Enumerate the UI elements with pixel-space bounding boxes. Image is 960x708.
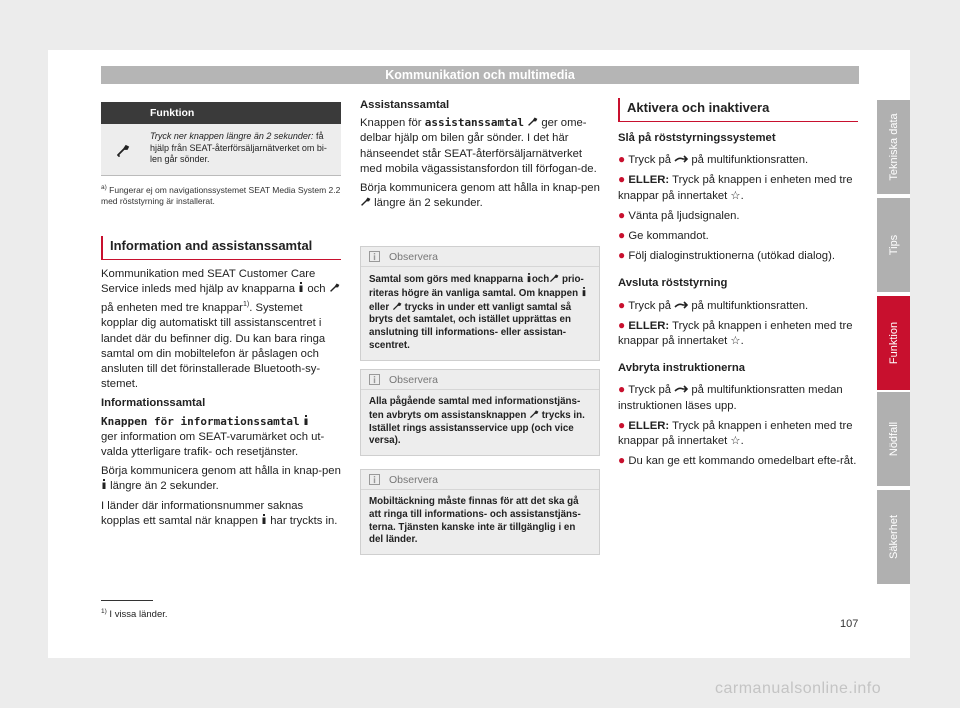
wrench-icon bbox=[529, 409, 539, 419]
wrench-icon bbox=[392, 301, 402, 311]
star-icon: ☆ bbox=[730, 335, 741, 348]
voice-control-icon bbox=[674, 384, 688, 394]
voice-control-icon bbox=[674, 300, 688, 310]
list-item: ● Du kan ge ett kommando omedelbart efte-råt. bbox=[618, 453, 857, 468]
subheading: Informationssamtal bbox=[101, 397, 206, 410]
wrench-icon bbox=[329, 282, 340, 293]
function-table bbox=[101, 102, 341, 176]
note-box: Observera Alla pågående samtal med informationstjäns-ten avbryts om assistansknappen trycks in. Istället rings assistansservice upp (och vice versa). bbox=[360, 369, 600, 456]
table-header-row bbox=[101, 102, 341, 124]
subheading: Avbryta instruktionerna bbox=[618, 362, 746, 375]
list-item: ● Ge kommandot. bbox=[618, 228, 709, 243]
list-item: ● Tryck på på multifunktionsratten. bbox=[618, 152, 809, 167]
wrench-icon bbox=[549, 273, 559, 283]
info-icon bbox=[581, 287, 587, 297]
section-assistance-body bbox=[360, 98, 600, 215]
table-footnote: $^{a)}$ Fungerar ej om navigationssystemet SEAT Media System 2.2 med röststyrning är installerat. bbox=[101, 184, 341, 206]
chapter-header: Kommunikation och multimedia bbox=[101, 66, 859, 84]
star-icon: ☆ bbox=[730, 435, 741, 448]
paragraph: Börja kommunicera genom att hålla in knap-pen längre än 2 sekunder. bbox=[360, 182, 600, 210]
note-box: Observera Mobiltäckning måste finnas för att det ska gå att ringa till informations- och assistanstjäns-terna. Tjänsten kanske inte är tillgänglig i en del länder. bbox=[360, 469, 600, 555]
paragraph: Knappen för informationssamtal bbox=[101, 414, 341, 430]
wrench-icon bbox=[116, 143, 130, 157]
star-icon: ☆ bbox=[730, 189, 741, 202]
wrench-icon bbox=[360, 196, 371, 207]
section-title-activate: Aktivera och inaktivera bbox=[618, 98, 858, 122]
tab-sakerhet[interactable]: Säkerhet bbox=[877, 490, 910, 584]
list-item: ● Tryck på på multifunktionsratten medan instruktionen läses upp. bbox=[618, 382, 843, 412]
info-box-icon bbox=[369, 251, 380, 262]
section-activate-body bbox=[618, 131, 858, 473]
info-box-icon bbox=[369, 374, 380, 385]
info-box-icon bbox=[369, 474, 380, 485]
wrench-icon bbox=[527, 116, 538, 127]
footnote-divider bbox=[101, 600, 153, 601]
page-number: 107 bbox=[840, 618, 859, 630]
paragraph: ger information om SEAT-varumärket och ut-valda ytterligare trafik- och resetjänster. bbox=[101, 430, 325, 458]
table-row bbox=[101, 124, 341, 176]
paragraph: Kommunikation med SEAT Customer Care Service inleds med hjälp av knapparna och på enheten med tre knappar$^{1)}$. Systemet kopplar dig automatiskt till assistanscentret i landet där du befinner dig. Du kan bara ringa samtal om din mobiltelefon är påslagen och ansluten till det förinstallerade Bluetooth-sy-stemet. bbox=[101, 267, 341, 392]
watermark: carmanualsonline.info bbox=[715, 680, 882, 697]
table-header-funktion: Funktion bbox=[150, 107, 195, 119]
subheading: Slå på röststyrningssystemet bbox=[618, 132, 776, 144]
table-cell-text: Tryck ner knappen längre än 2 sekunder: få hjälp från SEAT-återförsäljarnätverket om bi-len går sönder. bbox=[150, 131, 327, 164]
subheading: Avsluta röststyrning bbox=[618, 277, 728, 290]
list-item: ● Följ dialoginstruktionerna (utökad dialog). bbox=[618, 248, 835, 263]
tab-tips[interactable]: Tips bbox=[877, 198, 910, 292]
note-box: Observera Samtal som görs med knapparna och prio-riteras högre än vanliga samtal. Om knappen eller trycks in under ett vanligt samtal så bryts det samtalet, och istället upprättas en anslutning till informations- eller assistan-scentret. bbox=[360, 246, 600, 361]
paragraph: I länder där informationsnummer saknas kopplas ett samtal när knappen har tryckts in. bbox=[101, 499, 338, 527]
subheading: Assistanssamtal bbox=[360, 99, 450, 111]
footnote: $^{1)}$ I vissa länder. bbox=[101, 608, 168, 621]
tab-nodfall[interactable]: Nödfall bbox=[877, 392, 910, 486]
tab-tekniska-data[interactable]: Tekniska data bbox=[877, 100, 910, 194]
list-item: ● Vänta på ljudsignalen. bbox=[618, 207, 740, 222]
tab-funktion[interactable]: Funktion bbox=[877, 296, 910, 390]
section-title-information: Information and assistanssamtal bbox=[101, 236, 341, 260]
voice-control-icon bbox=[674, 154, 688, 164]
paragraph: Knappen för assistanssamtal ger ome-delbar hjälp om bilen går sönder. I det här hänseendet står SEAT-återförsäljarnätverket med mobila vägassistansfordon till förfogan-de. bbox=[360, 116, 597, 175]
list-item: ● Tryck på på multifunktionsratten. bbox=[618, 297, 809, 312]
list-item: ● ELLER: Tryck på knappen i enheten med tre knappar på innertaket ☆. bbox=[618, 317, 853, 348]
list-item: ● ELLER: Tryck på knappen i enheten med tre knappar på innertaket ☆. bbox=[618, 172, 853, 202]
section-information-body bbox=[101, 267, 341, 533]
list-item: ● ELLER: Tryck på knappen i enheten med tre knappar på innertaket ☆. bbox=[618, 417, 853, 448]
paragraph: Börja kommunicera genom att hålla in knap-pen längre än 2 sekunder. bbox=[101, 465, 341, 493]
info-icon bbox=[303, 415, 309, 426]
